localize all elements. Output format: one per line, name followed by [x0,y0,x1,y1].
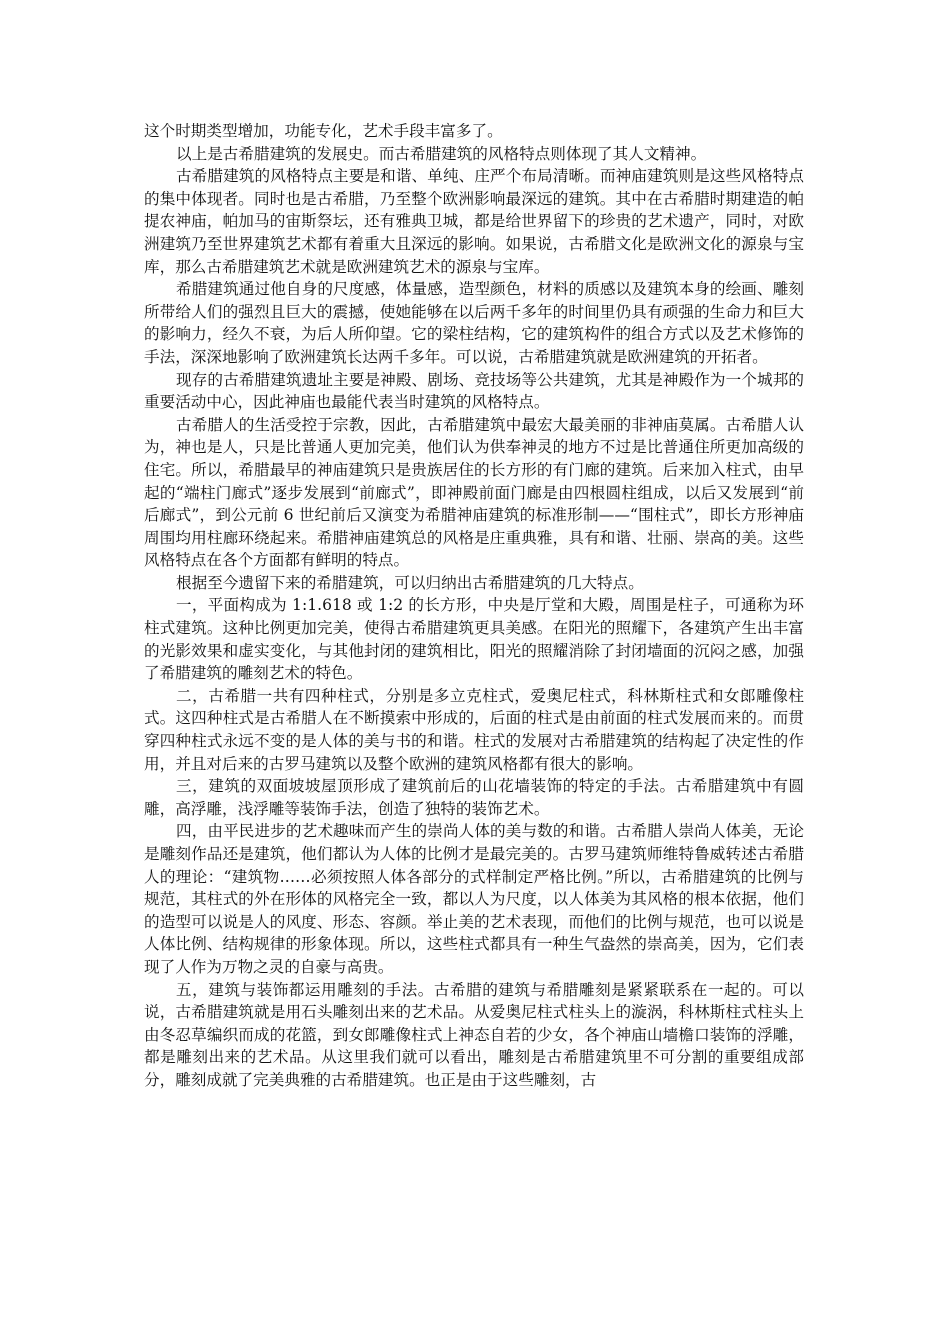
paragraph-8: 一，平面构成为 1:1.618 或 1:2 的长方形，中央是厅堂和大殿，周围是柱子，可通称为环柱式建筑。这种比例更加完美，使得古希腊建筑更具美感。在阳光的照耀下，各建筑产生出丰富的光影效果和虚实变化，与其他封闭的建筑相比，阳光的照耀消除了封闭墙面的沉闷之感，加强了希腊建筑的雕刻艺术的特色。 [144,596,804,683]
paragraph-5: 现存的古希腊建筑遗址主要是神殿、剧场、竞技场等公共建筑，尤其是神殿作为一个城邦的重要活动中心，因此神庙也最能代表当时建筑的风格特点。 [144,370,804,412]
paragraph-9: 二，古希腊一共有四种柱式，分别是多立克柱式，爱奥尼柱式，科林斯柱式和女郎雕像柱式。这四种柱式是古希腊人在不断摸索中形成的，后面的柱式是由前面的柱式发展而来的。而贯穿四种柱式永远不变的是人体的美与书的和谐。柱式的发展对古希腊建筑的结构起了决定性的作用，并且对后来的古罗马建筑以及整个欧洲的建筑风格都有很大的影响。 [144,686,804,773]
paragraph-10: 三，建筑的双面坡坡屋顶形成了建筑前后的山花墙装饰的特定的手法。古希腊建筑中有圆雕，高浮雕，浅浮雕等装饰手法，创造了独特的装饰艺术。 [144,777,804,818]
paragraph-4: 希腊建筑通过他自身的尺度感，体量感，造型颜色，材料的质感以及建筑本身的绘画、雕刻所带给人们的强烈且巨大的震撼，使她能够在以后两千多年的时间里仍具有顽强的生命力和巨大的影响力，经久不衰，为后人所仰望。它的梁柱结构，它的建筑构件的组合方式以及艺术修饰的手法，深深地影响了欧洲建筑长达两千多年。可以说，古希腊建筑就是欧洲建筑的开拓者。 [144,280,804,366]
paragraph-2: 以上是古希腊建筑的发展史。而古希腊建筑的风格特点则体现了其人文精神。 [176,144,707,163]
paragraph-6: 古希腊人的生活受控于宗教，因此，古希腊建筑中最宏大最美丽的非神庙莫属。古希腊人认为，神也是人，只是比普通人更加完美，他们认为供奉神灵的地方不过是比普通住所更加高级的住宅。所以，希腊最早的神庙建筑只是贵族居住的长方形的有门廊的建筑。后来加入柱式，由早起的“端柱门廊式”逐步发展到“前廊式”，即神殿前面门廊是由四根圆柱组成，以后又发展到“前后廊式”，到公元前 6 世纪前后又演变为希腊神庙建筑的标准形制——“围柱式”，即长方形神庙周围均用柱廊环绕起来。希腊神庙建筑总的风格是庄重典雅，具有和谐、壮丽、崇高的美。这些风格特点在各个方面都有鲜明的特点。 [144,415,804,570]
paragraph-3: 古希腊建筑的风格特点主要是和谐、单纯、庄严个布局清晰。而神庙建筑则是这些风格特点的集中体现者。同时也是古希腊，乃至整个欧洲影响最深远的建筑。其中在古希腊时期建造的帕提农神庙，帕加马的宙斯祭坛，还有雅典卫城，都是给世界留下的珍贵的艺术遗产，同时，对欧洲建筑乃至世界建筑艺术都有着重大且深远的影响。如果说，古希腊文化是欧洲文化的源泉与宝库，那么古希腊建筑艺术就是欧洲建筑艺术的源泉与宝库。 [144,167,804,276]
paragraph-11: 四，由平民进步的艺术趣味而产生的崇尚人体的美与数的和谐。古希腊人崇尚人体美，无论是雕刻作品还是建筑，他们都认为人体的比例才是最完美的。古罗马建筑师维特鲁威转述古希腊人的理论：“建筑物……必须按照人体各部分的式样制定严格比例。”所以，古希腊建筑的比例与规范，其柱式的外在形体的风格完全一致，都以人为尺度，以人体美为其风格的根本依据，他们的造型可以说是人的风度、形态、容颜。举止美的艺术表现，而他们的比例与规范，也可以说是人体比例、结构规律的形象体现。所以，这些柱式都具有一种生气盎然的崇高美，因为，它们表现了人作为万物之灵的自豪与高贵。 [144,822,804,976]
paragraph-1: 这个时期类型增加，功能专化，艺术手段丰富多了。 [144,122,503,140]
document-page [144,120,804,1092]
paragraph-7: 根据至今遗留下来的希腊建筑，可以归纳出古希腊建筑的几大特点。 [176,573,644,592]
paragraph-12: 五，建筑与装饰都运用雕刻的手法。古希腊的建筑与希腊雕刻是紧紧联系在一起的。可以说，古希腊建筑就是用石头雕刻出来的艺术品。从爱奥尼柱式柱头上的漩涡，科林斯柱式柱头上由冬忍草编织而成的花篮，到女郎雕像柱式上神态自若的少女，各个神庙山墙檐口装饰的浮雕，都是雕刻出来的艺术品。从这里我们就可以看出，雕刻是古希腊建筑里不可分割的重要组成部分，雕刻成就了完美典雅的古希腊建筑。也正是由于这些雕刻，古 [144,980,804,1089]
